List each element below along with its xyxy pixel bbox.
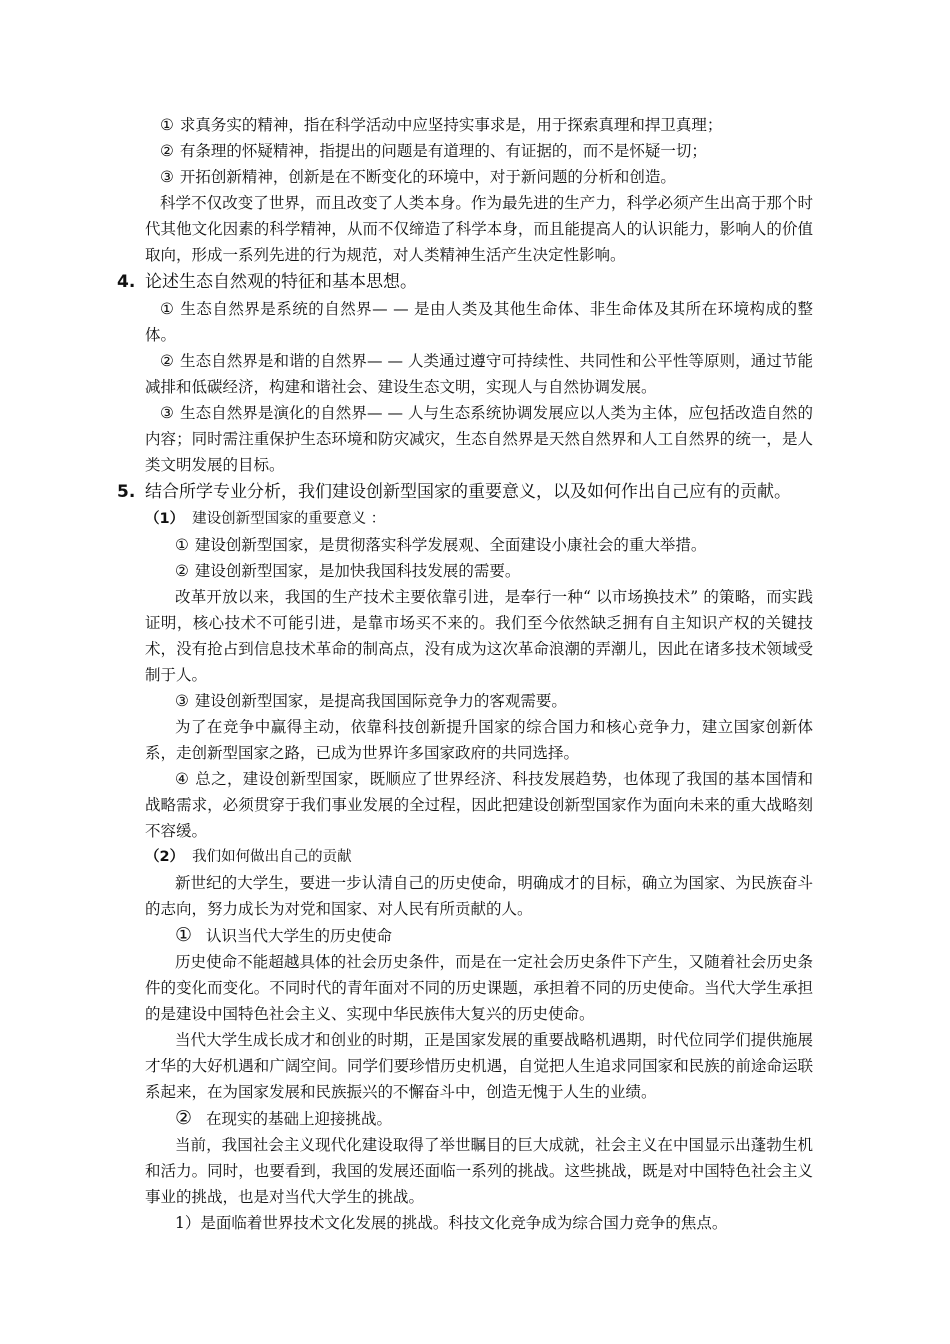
paragraph-skepticism bbox=[145, 138, 813, 164]
paragraph-eco-evolving bbox=[145, 400, 813, 478]
paragraph-challenge-heading bbox=[145, 1105, 813, 1132]
paragraph-significance-4 bbox=[145, 766, 813, 844]
paragraph-text: 生态自然界是系统的自然界— — 是由人类及其他生命体、非生命体及其所在环境构成的整体。 bbox=[145, 300, 814, 344]
subheading-contribution bbox=[145, 844, 813, 870]
list-marker: ① bbox=[175, 924, 193, 946]
paragraph-text: 在现实的基础上迎接挑战。 bbox=[206, 1110, 393, 1128]
list-marker: ② bbox=[160, 142, 174, 160]
paragraph-historical-mission: 历史使命不能超越具体的社会历史条件，而是在一定社会历史条件下产生，又随着社会历史条件的变化而变化。不同时代的青年面对不同的历史课题，承担着不同的历史使命。当代大学生承担的是建设中国特色社会主义、实现中华民族伟大复兴的历史使命。 bbox=[145, 953, 813, 1023]
list-marker: 1） bbox=[175, 1214, 201, 1232]
list-marker: ④ bbox=[175, 770, 190, 788]
paragraph-significance-2 bbox=[145, 558, 813, 584]
paragraph-seeking-truth bbox=[145, 112, 813, 138]
paragraph-text: 生态自然界是和谐的自然界— — 人类通过遵守可持续性、共同性和公平性等原则，通过节能减排和低碳经济，构建和谐社会、建设生态文明，实现人与自然协调发展。 bbox=[145, 352, 813, 396]
paragraph-significance-3 bbox=[145, 688, 813, 714]
paragraph-text: 建设创新型国家，是提高我国国际竞争力的客观需要。 bbox=[194, 692, 567, 710]
list-marker: ② bbox=[175, 562, 189, 580]
paragraph-significance-1 bbox=[145, 532, 813, 558]
subheading-text: 我们如何做出自己的贡献 bbox=[192, 849, 352, 865]
list-marker: ① bbox=[175, 536, 189, 554]
question-heading-5 bbox=[117, 478, 813, 506]
paragraph-text: 建设创新型国家，是加快我国科技发展的需要。 bbox=[194, 562, 521, 580]
list-marker: ② bbox=[160, 352, 174, 370]
paragraph-text: 生态自然界是演化的自然界— — 人与生态系统协调发展应以人类为主体，应包括改造自然的内容；同时需注重保护生态环境和防灾减灾，生态自然界是天然自然界和人工自然界的统一，是人类文明发展的目标。 bbox=[145, 404, 813, 474]
paragraph-innovation bbox=[145, 164, 813, 190]
paragraph-competition: 为了在竞争中赢得主动，依靠科技创新提升国家的综合国力和核心竞争力，建立国家创新体系，走创新型国家之路，已成为世界许多国家政府的共同选择。 bbox=[145, 718, 813, 762]
paragraph-text: 求真务实的精神，指在科学活动中应坚持实事求是，用于探索真理和捍卫真理； bbox=[179, 116, 723, 134]
subheading-number: （1） bbox=[145, 511, 185, 527]
document-page bbox=[117, 112, 814, 1236]
paragraph-new-century-students: 新世纪的大学生，要进一步认清自己的历史使命，明确成才的目标，确立为国家、为民族奋斗的志向，努力成长为对党和国家、对人民有所贡献的人。 bbox=[145, 874, 813, 918]
paragraph-text: 建设创新型国家，是贯彻落实科学发展观、全面建设小康社会的重大举措。 bbox=[194, 536, 707, 554]
subheading-significance bbox=[145, 506, 813, 532]
paragraph-text: 开拓创新精神，创新是在不断变化的环境中，对于新问题的分析和创造。 bbox=[179, 168, 676, 186]
paragraph-strategic-opportunity: 当代大学生成长成才和创业的时期，正是国家发展的重要战略机遇期，时代位同学们提供施展才华的大好机遇和广阔空间。同学们要珍惜历史机遇，自觉把人生追求同国家和民族的前途命运联系起来，在为国家发展和民族振兴的不懈奋斗中，创造无愧于人生的业绩。 bbox=[145, 1031, 813, 1101]
list-marker: ③ bbox=[160, 168, 174, 186]
paragraph-text: 有条理的怀疑精神，指提出的问题是有道理的、有证据的，而不是怀疑一切； bbox=[179, 142, 707, 160]
paragraph-text: 是面临着世界技术文化发展的挑战。科技文化竞争成为综合国力竞争的焦点。 bbox=[200, 1214, 728, 1232]
paragraph-challenge-1 bbox=[145, 1210, 813, 1236]
paragraph-technology-import: 改革开放以来，我国的生产技术主要依靠引进，是奉行一种“ 以市场换技术” 的策略，而实践证明，核心技术不可能引进，是靠市场买不来的。我们至今依然缺乏拥有自主知识产权的关键技术，没有抢占到信息技术革命的制高点，没有成为这次革命浪潮的弄潮儿，因此在诸多技术领域受制于人。 bbox=[145, 588, 813, 684]
paragraph-eco-harmonious bbox=[145, 348, 813, 400]
question-text: 结合所学专业分析，我们建设创新型国家的重要意义，以及如何作出自己应有的贡献。 bbox=[145, 482, 791, 502]
question-heading-4 bbox=[117, 268, 813, 296]
subheading-text: 建设创新型国家的重要意义 ： bbox=[192, 511, 386, 527]
list-marker: ① bbox=[160, 300, 175, 318]
list-marker: ③ bbox=[175, 692, 189, 710]
paragraph-text: 认识当代大学生的历史使命 bbox=[206, 927, 393, 945]
paragraph-eco-systemic bbox=[145, 296, 813, 348]
list-marker: ② bbox=[175, 1107, 193, 1129]
paragraph-current-challenges: 当前，我国社会主义现代化建设取得了举世瞩目的巨大成就，社会主义在中国显示出蓬勃生机和活力。同时，也要看到，我国的发展还面临一系列的挑战。这些挑战，既是对中国特色社会主义事业的挑战，也是对当代大学生的挑战。 bbox=[145, 1136, 813, 1206]
paragraph-science-changes-world: 科学不仅改变了世界，而且改变了人类本身。作为最先进的生产力，科学必须产生出高于那个时代其他文化因素的科学精神，从而不仅缔造了科学本身，而且能提高人的认识能力，影响人的价值取向，形成一系列先进的行为规范，对人类精神生活产生决定性影响。 bbox=[145, 194, 813, 264]
question-number: 4. bbox=[117, 272, 136, 292]
subheading-number: （2） bbox=[145, 849, 185, 865]
list-marker: ③ bbox=[160, 404, 174, 422]
paragraph-text: 总之，建设创新型国家，既顺应了世界经济、科技发展趋势，也体现了我国的基本国情和战略需求，必须贯穿于我们事业发展的全过程，因此把建设创新型国家作为面向未来的重大战略刻不容缓。 bbox=[145, 770, 813, 840]
list-marker: ① bbox=[160, 116, 174, 134]
paragraph-mission-heading bbox=[145, 922, 813, 949]
question-text: 论述生态自然观的特征和基本思想。 bbox=[145, 272, 417, 292]
question-number: 5. bbox=[117, 482, 136, 502]
